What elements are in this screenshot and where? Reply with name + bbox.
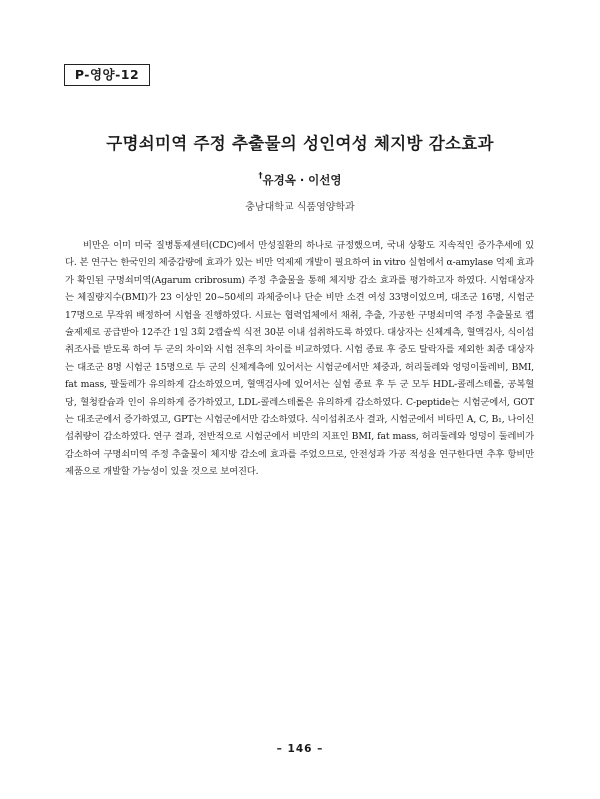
session-code-badge: P-영양-12 <box>64 64 150 86</box>
authors <box>0 172 600 188</box>
page-number: – 146 – <box>276 743 324 755</box>
author-names: 유경옥 · 이선영 <box>262 173 342 187</box>
abstract-body: 비만은 이미 미국 질병통제센터(CDC)에서 만성질환의 하나로 규정했으며, 국내 상황도 지속적인 증가추세에 있다. 본 연구는 한국인의 체중감량에 효과가 있는 비만 억제제 개발이 필요하여 in vitro 실험에서 α-amylase 억제 효과가 확인된 구명쇠미역(Agarum cribrosum) 주정 추출물을 통해 체지방 감소 효과를 평가하고자 하였다. 시험대상자는 체질량지수(BMI)가 23 이상인 20~50세의 과체중이나 단순 비만 소견 여성 33명이었으며, 대조군 16명, 시험군 17명으로 무작위 배정하여 시험을 진행하였다. 시료는 협력업체에서 채취, 추출, 가공한 구명쇠미역 주정 추출물로 캡슐제제로 공급받아 12주간 1일 3회 2캡슐씩 식전 30분 이내 섭취하도록 하였다. 대상자는 신체계측, 혈액검사, 식이섭취조사를 받도록 하여 두 군의 차이와 시험 전후의 차이를 비교하였다. 시험 종료 후 중도 탈락자를 제외한 최종 대상자는 대조군 8명 시험군 15명으로 두 군의 신체계측에 있어서는 시험군에서만 체중과, 허리둘레와 엉덩이둘레비, BMI, fat mass, 팔둘레가 유의하게 감소하였으며, 혈액검사에 있어서는 실험 종료 후 두 군 모두 HDL-콜레스테롤, 공복혈당, 혈청칼슘과 인이 유의하게 증가하였고, LDL-콜레스테롤은 유의하게 감소하였다. C-peptide는 시험군에서, GOT는 대조군에서 증가하였고, GPT는 시험군에서만 감소하였다. 식이섭취조사 결과, 시험군에서 비타민 A, C, B₁, 나이신 섭취량이 감소하였다. 연구 결과, 전반적으로 시험군에서 비만의 지표인 BMI, fat mass, 허리둘레와 엉덩이 둘레비가 감소하여 구명쇠미역 주정 추출물이 체지방 감소에 효과를 주었으므로, 안전성과 가공 적성을 연구한다면 추후 항비만 제품으로 개발할 가능성이 있을 것으로 보여진다. <box>65 240 534 478</box>
paper-title: 구명쇠미역 주정 추출물의 성인여성 체지방 감소효과 <box>106 134 494 153</box>
affiliation: 충남대학교 식품영양학과 <box>245 202 355 213</box>
corresponding-author-mark: † <box>258 171 263 181</box>
